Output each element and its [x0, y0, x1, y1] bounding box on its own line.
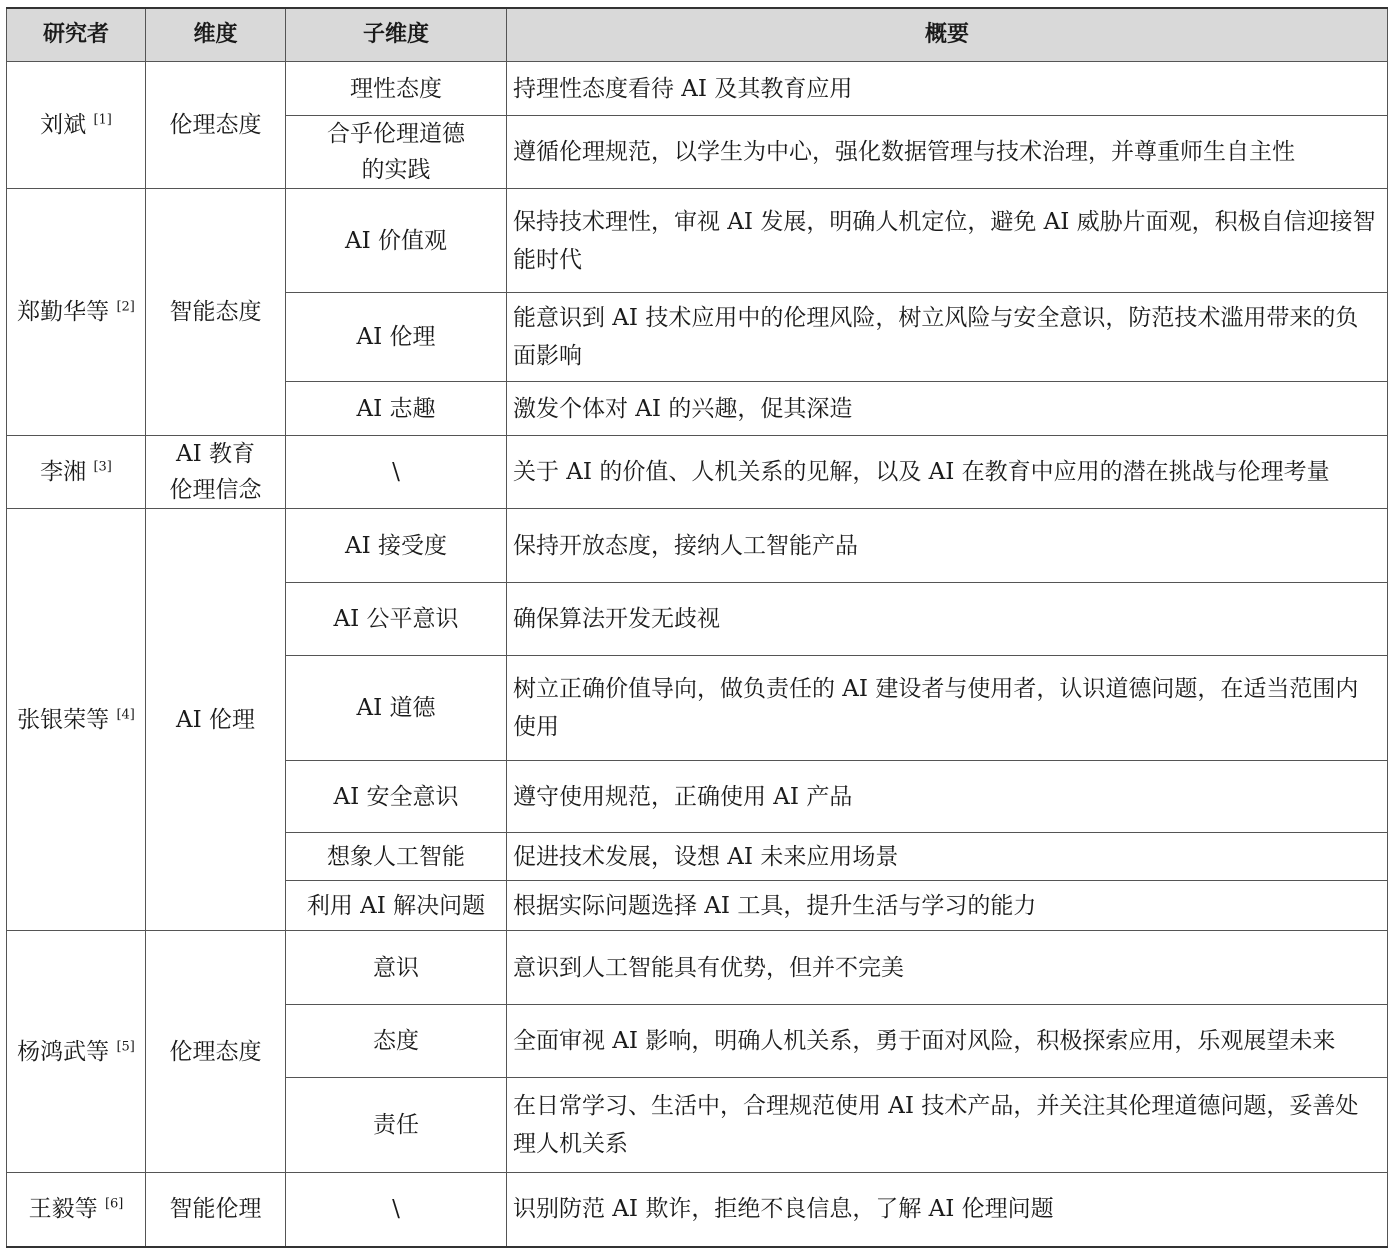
summary-cell: 关于 AI 的价值、人机关系的见解，以及 AI 在教育中应用的潜在挑战与伦理考量: [507, 436, 1388, 509]
summary-cell: 根据实际问题选择 AI 工具，提升生活与学习的能力: [507, 881, 1388, 931]
researcher-name: 郑勤华等: [17, 299, 110, 325]
header-subdimension: 子维度: [286, 8, 507, 62]
subdimension-cell: 利用 AI 解决问题: [286, 881, 507, 931]
citation-ref: [6]: [104, 1196, 124, 1212]
researcher-name: 杨鸿武等: [17, 1038, 110, 1065]
researcher-cell: [7, 189, 146, 436]
researcher-cell: [7, 1173, 146, 1247]
subdimension-cell: \: [286, 1173, 507, 1247]
summary-cell: 意识到人工智能具有优势，但并不完美: [507, 931, 1388, 1005]
dimension-cell: 伦理态度: [146, 931, 286, 1173]
subdimension-cell: AI 志趣: [286, 382, 507, 436]
summary-cell: 保持技术理性，审视 AI 发展，明确人机定位，避免 AI 威胁片面观，积极自信迎接智能时代: [507, 189, 1388, 293]
subdimension-cell: AI 公平意识: [286, 583, 507, 656]
subdimension-cell: 态度: [286, 1005, 507, 1078]
subdimension-cell: AI 价值观: [286, 189, 507, 293]
researcher-name: 刘斌: [40, 112, 87, 138]
table-row: [7, 62, 1388, 116]
header-dimension: 维度: [146, 8, 286, 62]
citation-ref: [2]: [116, 299, 135, 315]
subdimension-cell: 责任: [286, 1078, 507, 1173]
header-summary: 概要: [507, 8, 1388, 62]
dimension-cell: AI 教育伦理信念: [146, 436, 286, 509]
citation-ref: [5]: [116, 1038, 135, 1054]
citation-ref: [4]: [116, 706, 135, 722]
header-row: [7, 8, 1388, 62]
researcher-cell: [7, 931, 146, 1173]
researcher-cell: [7, 62, 146, 189]
summary-cell: 确保算法开发无歧视: [507, 583, 1388, 656]
literature-table: [6, 7, 1388, 1248]
citation-ref: [3]: [93, 459, 112, 475]
table-row: [7, 436, 1388, 509]
summary-cell: 树立正确价值导向，做负责任的 AI 建设者与使用者，认识道德问题，在适当范围内使用: [507, 656, 1388, 761]
summary-cell: 全面审视 AI 影响，明确人机关系，勇于面对风险，积极探索应用，乐观展望未来: [507, 1005, 1388, 1078]
header-researcher: 研究者: [7, 8, 146, 62]
researcher-name: 张银荣等: [17, 706, 110, 733]
summary-cell: 识别防范 AI 欺诈，拒绝不良信息，了解 AI 伦理问题: [507, 1173, 1388, 1247]
table-row: [7, 509, 1388, 583]
dimension-cell: 智能伦理: [146, 1173, 286, 1247]
subdimension-cell: AI 道德: [286, 656, 507, 761]
dimension-cell: 伦理态度: [146, 62, 286, 189]
subdimension-cell: 意识: [286, 931, 507, 1005]
summary-cell: 在日常学习、生活中，合理规范使用 AI 技术产品，并关注其伦理道德问题，妥善处理人机关系: [507, 1078, 1388, 1173]
researcher-cell: [7, 509, 146, 931]
summary-cell: 保持开放态度，接纳人工智能产品: [507, 509, 1388, 583]
subdimension-cell: 合乎伦理道德的实践: [286, 116, 507, 189]
researcher-name: 李湘: [40, 459, 87, 485]
summary-cell: 遵循伦理规范，以学生为中心，强化数据管理与技术治理，并尊重师生自主性: [507, 116, 1388, 189]
dimension-cell: 智能态度: [146, 189, 286, 436]
subdimension-cell: AI 安全意识: [286, 761, 507, 833]
citation-ref: [1]: [93, 112, 112, 128]
summary-cell: 能意识到 AI 技术应用中的伦理风险，树立风险与安全意识，防范技术滥用带来的负面影响: [507, 293, 1388, 382]
subdimension-cell: \: [286, 436, 507, 509]
subdimension-cell: 想象人工智能: [286, 833, 507, 881]
summary-cell: 遵守使用规范，正确使用 AI 产品: [507, 761, 1388, 833]
summary-cell: 促进技术发展，设想 AI 未来应用场景: [507, 833, 1388, 881]
summary-cell: 持理性态度看待 AI 及其教育应用: [507, 62, 1388, 116]
table-row: [7, 189, 1388, 293]
researcher-name: 王毅等: [28, 1196, 98, 1223]
subdimension-cell: 理性态度: [286, 62, 507, 116]
researcher-cell: [7, 436, 146, 509]
subdimension-cell: AI 伦理: [286, 293, 507, 382]
subdimension-cell: AI 接受度: [286, 509, 507, 583]
table-row: [7, 931, 1388, 1005]
summary-cell: 激发个体对 AI 的兴趣，促其深造: [507, 382, 1388, 436]
table-row: [7, 1173, 1388, 1247]
dimension-cell: AI 伦理: [146, 509, 286, 931]
